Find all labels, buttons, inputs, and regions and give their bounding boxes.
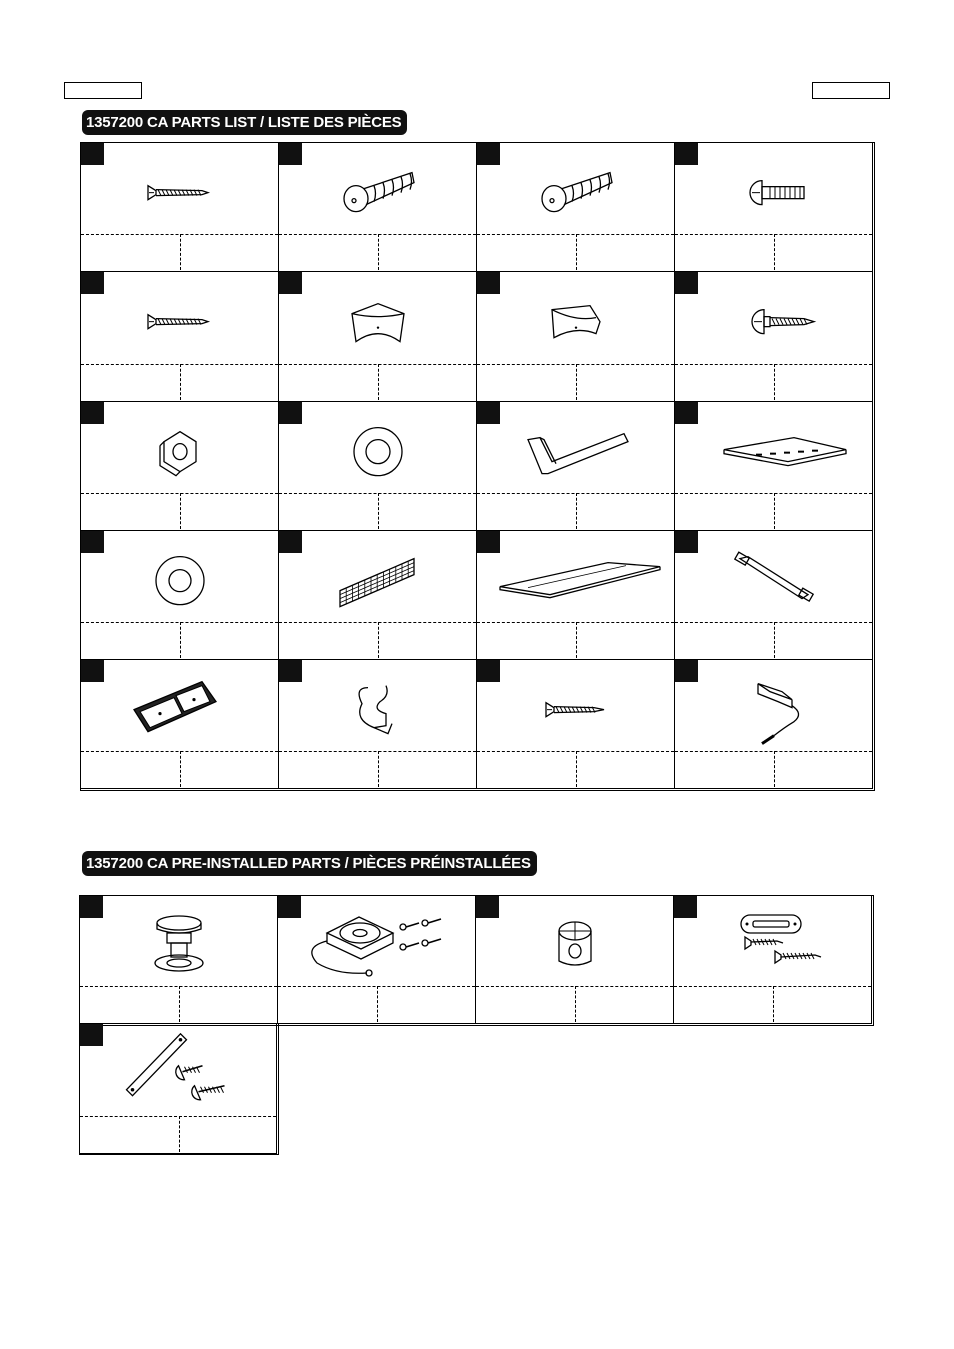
parts-list-title: 1357200 CA PARTS LIST / LISTE DES PIÈCES: [82, 110, 407, 135]
part-cell: [675, 143, 873, 272]
cable-clip-icon: [279, 660, 477, 751]
part-cell: [81, 272, 279, 401]
quantity-column-divider: [378, 751, 379, 787]
quantity-column-divider: [774, 364, 775, 400]
leveling-foot-icon: [80, 896, 278, 986]
part-cell: [279, 402, 477, 531]
wire-grid-icon: [279, 531, 477, 622]
quantity-column-divider: [774, 234, 775, 270]
allen-key-icon: [477, 402, 675, 493]
part-cell: [477, 143, 675, 272]
quantity-column-divider: [576, 234, 577, 270]
part-cell: [675, 272, 873, 401]
part-cell: [81, 402, 279, 531]
part-cell: [675, 402, 873, 531]
wood-screw-icon: [477, 660, 675, 751]
parts-list-grid: [80, 142, 875, 791]
quantity-column-divider: [377, 986, 378, 1022]
large-washer-icon: [81, 531, 279, 622]
flat-head-screw-icon: [81, 272, 279, 363]
part-cell: [279, 143, 477, 272]
cam-bolt-icon: [477, 143, 675, 234]
quantity-column-divider: [576, 751, 577, 787]
corner-label-left: [64, 82, 142, 99]
quantity-column-divider: [180, 622, 181, 658]
part-cell: [81, 531, 279, 660]
shelf-clip-icon: [477, 272, 675, 363]
preinstalled-row-2: [79, 1024, 279, 1155]
quantity-column-divider: [180, 364, 181, 400]
part-cell: [477, 660, 675, 789]
double-bracket-icon: [81, 660, 279, 751]
machine-screw-icon: [675, 143, 873, 234]
back-panel-icon: [675, 402, 873, 493]
preinstalled-title: 1357200 CA PRE-INSTALLED PARTS / PIÈCES PRÉINSTALLÉES: [82, 851, 537, 876]
quantity-column-divider: [378, 622, 379, 658]
hex-nut-icon: [81, 402, 279, 493]
cam-lock-icon: [476, 896, 674, 986]
quantity-column-divider: [378, 364, 379, 400]
quantity-column-divider: [774, 751, 775, 787]
quantity-column-divider: [180, 493, 181, 529]
part-cell: [477, 402, 675, 531]
part-cell: [477, 531, 675, 660]
preinstalled-row-1: [79, 895, 874, 1026]
quantity-column-divider: [773, 986, 774, 1022]
preinstalled-cell: [278, 896, 476, 1024]
quantity-column-divider: [576, 622, 577, 658]
quantity-column-divider: [774, 622, 775, 658]
cam-bolt-icon: [279, 143, 477, 234]
cable-grommet-icon: [674, 896, 872, 986]
quantity-column-divider: [378, 493, 379, 529]
preinstalled-cell: [674, 896, 872, 1024]
part-cell: [81, 660, 279, 789]
part-cell: [279, 660, 477, 789]
quantity-column-divider: [576, 364, 577, 400]
corner-bracket-icon: [279, 272, 477, 363]
quantity-column-divider: [180, 751, 181, 787]
part-cell: [675, 531, 873, 660]
quantity-column-divider: [179, 986, 180, 1022]
part-cell: [675, 660, 873, 789]
quantity-column-divider: [575, 986, 576, 1022]
part-cell: [81, 143, 279, 272]
preinstalled-cell: [80, 896, 278, 1024]
quantity-column-divider: [576, 493, 577, 529]
part-cell: [477, 272, 675, 401]
pan-head-screw-icon: [675, 272, 873, 363]
flat-washer-icon: [279, 402, 477, 493]
quantity-column-divider: [179, 1116, 180, 1152]
quantity-column-divider: [774, 493, 775, 529]
metal-strip-icon: [80, 1024, 277, 1116]
glass-shelf-icon: [477, 531, 675, 622]
quantity-column-divider: [378, 234, 379, 270]
preinstalled-cell: [476, 896, 674, 1024]
flat-head-screw-icon: [81, 143, 279, 234]
corner-label-right: [812, 82, 890, 99]
connector-strap-icon: [675, 531, 873, 622]
part-cell: [279, 272, 477, 401]
cooling-fan-icon: [278, 896, 476, 986]
preinstalled-cell: [80, 1024, 277, 1154]
quantity-column-divider: [180, 234, 181, 270]
part-cell: [279, 531, 477, 660]
power-adapter-icon: [675, 660, 873, 751]
